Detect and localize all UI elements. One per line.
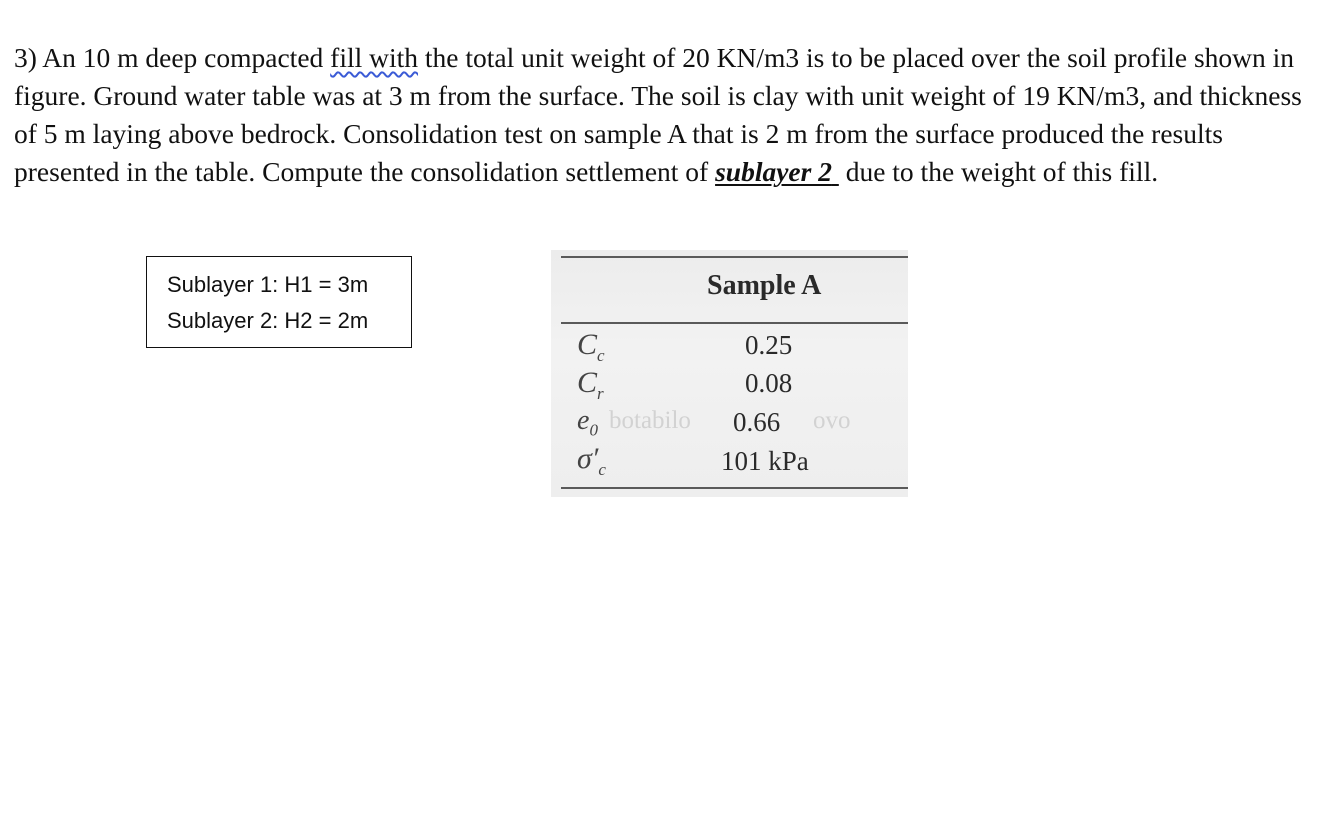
sample-a-table-image bbox=[551, 250, 908, 497]
emphasized-sublayer-2: sublayer 2 bbox=[715, 156, 832, 187]
value-cr: 0.08 bbox=[745, 368, 793, 398]
table-bottom-rule bbox=[561, 487, 908, 489]
sublayer-info-box bbox=[146, 256, 412, 348]
sublayer-1-label: Sublayer 1: H1 = 3m bbox=[167, 272, 369, 297]
value-sigma-c: 101 kPa bbox=[721, 446, 809, 476]
problem-text-part1: 3) An 10 m deep compacted bbox=[14, 42, 331, 73]
problem-text-part2: the total unit weight of 20 KN/m3 is to be placed over the soil profile shown in figure. Ground water table was at 3 m from the surface. The soil is clay with unit weight of 19 KN/m3, and thickness of 5 m laying above bedrock. Consolidation test on sample A that is 2 m from the surface produced the results presented in the table. Compute the consolidation settlement of bbox=[14, 42, 1302, 187]
table-header-sample-a: Sample A bbox=[707, 270, 822, 301]
symbol-sigma-c: $\sigma'_c$ bbox=[577, 442, 606, 479]
value-cc: 0.25 bbox=[745, 330, 793, 360]
spellcheck-underlined-text: fill with bbox=[330, 42, 419, 73]
problem-text-part3: due to the weight of this fill. bbox=[838, 156, 1159, 187]
show-through-text-right: ovo bbox=[813, 407, 851, 434]
sublayer-2-label: Sublayer 2: H2 = 2m bbox=[167, 308, 369, 333]
underline-space bbox=[832, 156, 839, 187]
symbol-cc: $C_c$ bbox=[577, 328, 605, 365]
symbol-cr: $C_r$ bbox=[577, 366, 604, 403]
table-top-rule bbox=[561, 256, 908, 258]
show-through-text: botabilo bbox=[609, 407, 691, 434]
table-header-rule bbox=[561, 322, 908, 324]
symbol-e0: $e_0$ bbox=[577, 405, 598, 440]
problem-statement bbox=[14, 39, 1314, 191]
value-e0: 0.66 bbox=[733, 407, 781, 437]
